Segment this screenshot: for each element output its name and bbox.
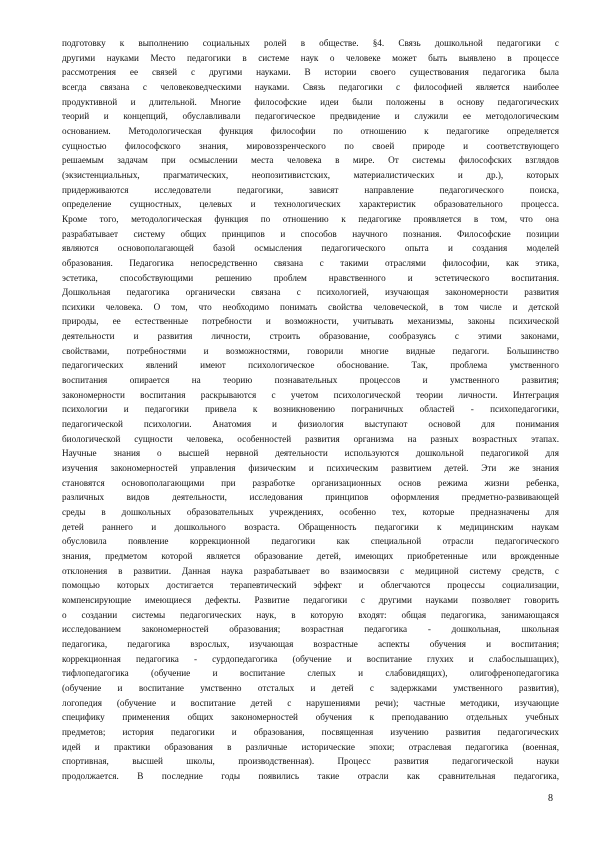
text-line: педагогической психологии. Анатомия и физиология выступают основой для понимания bbox=[62, 419, 559, 430]
text-line: среды в дошкольных образовательных учреждениях, особенно тех, которые предназначены для bbox=[62, 507, 559, 517]
text-line: определение сущностных, целевых и технологических характеристик образовательного процесса. bbox=[62, 199, 559, 210]
text-line: являются основополагающей базой осмысления педагогического опыта и создания моделей bbox=[62, 243, 559, 254]
text-line: специфику применения общих закономерностей обучения к преподаванию отдельных учебных bbox=[62, 712, 559, 723]
text-line: другими науками Место педагогики в системе наук о человеке может быть выявлено в процессе bbox=[62, 52, 559, 63]
text-line: Научные знания о высшей нервной деятельности используются дошкольной педагогикой для bbox=[62, 448, 559, 459]
text-line: отклонения в развитии. Данная наука разрабатывает во взаимосвязи с медициной систему средств, с bbox=[62, 565, 559, 576]
text-line: продуктивной и длительной. Многие философские идеи были положены в основу педагогических bbox=[62, 96, 559, 107]
page-number: 8 bbox=[548, 793, 553, 804]
text-line: свойствами, потребностями и возможностями, говорили многие видные педагоги. Большинство bbox=[62, 345, 559, 356]
text-line: всегда связана с человековедческими науками. Связь педагогики с философией является наиболее bbox=[62, 81, 559, 92]
text-line: воспитания опирается на теорию познавательных процессов и умственного развития; bbox=[62, 375, 559, 386]
text-line: закономерности воспитания раскрываются с учетом психологической теории личности. Интеграция bbox=[62, 389, 559, 400]
text-line: тифлопедагогика (обучение и воспитание слепых и слабовидящих), олигофренопедагогика bbox=[62, 668, 559, 679]
text-line: становятся основополагающими при разработке организационных основ режима жизни ребенка, bbox=[62, 477, 559, 488]
text-line: психики человека. О том, что необходимо понимать свойства человеческой, в том числе и детской bbox=[62, 301, 559, 312]
text-line: разрабатывает систему общих принципов и способов научного познания. Философские позиции bbox=[62, 228, 559, 239]
text-line: продолжается. В последние годы появились такие отрасли как сравнительная педагогика, bbox=[62, 770, 559, 781]
text-line: логопедия (обучение и воспитание детей с нарушениями речи); частные методики, изучающие bbox=[62, 697, 559, 708]
text-line: предметов; история педагогики и образования, посвященная изучению развития педагогических bbox=[62, 726, 559, 737]
text-line: обусловила появление коррекционной педагогики как специальной отрасли педагогического bbox=[62, 536, 559, 547]
text-line: придерживаются исследователи педагогики, зависят направление педагогического поиска, bbox=[62, 184, 559, 195]
text-line: образования. Педагогика непосредственно связана с такими отраслями философии, как этика, bbox=[62, 257, 559, 268]
text-line: спортивная, высшей школы, производственная). Процесс развития педагогической науки bbox=[62, 756, 559, 767]
text-line: сущностью философского знания, мировоззренческого по своей природе и соответствующего bbox=[62, 140, 559, 151]
text-line: о создании системы педагогических наук, в которую входят: общая педагогика, занимающаяся bbox=[62, 609, 559, 620]
text-line: исследованием закономерностей образования; возрастная педагогика - дошкольная, школьная bbox=[62, 624, 559, 635]
text-line: эстетика, способствующими решению проблем нравственного и эстетического воспитания. bbox=[62, 272, 559, 283]
text-line: рассмотрения ее связей с другими науками. В истории своего существования педагогика была bbox=[62, 67, 559, 78]
text-line: различных видов деятельности, исследования принципов оформления предметно-развивающей bbox=[62, 492, 559, 503]
text-line: компенсирующие имеющиеся дефекты. Развитие педагогики с другими науками позволяет говорить bbox=[62, 594, 559, 605]
text-line: (обучение и воспитание умственно отсталых и детей с задержками умственного развития), bbox=[62, 682, 559, 693]
text-line: Дошкольная педагогика органически связана с психологией, изучающая закономерности развития bbox=[62, 287, 559, 298]
text-line: психологии и педагогики привела к возникновению пограничных областей - психопедагогики, bbox=[62, 404, 559, 415]
text-line: детей раннего и дошкольного возраста. Обращенность педагогики к медицинским наукам bbox=[62, 521, 559, 532]
text-line: Кроме того, методологическая функция по отношению к педагогике проявляется в том, что она bbox=[62, 213, 559, 224]
text-line: знания, предметом которой является образование детей, имеющих приобретенные или врожденные bbox=[62, 550, 559, 561]
text-line: коррекционная педагогика - сурдопедагогика (обучение и воспитание глухих и слабослышащих), bbox=[62, 653, 559, 664]
text-line: решаемым задачам при осмыслении места человека в мире. От системы философских взглядов bbox=[62, 155, 559, 166]
text-line: теорий и концепций, обуславливали педагогическое предвидение и служили ее методологическим bbox=[62, 111, 559, 122]
text-line: педагогических явлений имеют психологическое обоснование. Так, проблема умственного bbox=[62, 360, 559, 371]
text-line: основанием. Методологическая функция философии по отношению к педагогике определяется bbox=[62, 125, 559, 136]
text-line: помощью которых достигается терапевтический эффект и облегчаются процессы социализации, bbox=[62, 580, 559, 591]
text-line: подготовку к выполнению социальных ролей в обществе. §4. Связь дошкольной педагогики с bbox=[62, 38, 559, 48]
text-line: идей и практики образования в различные исторические эпохи; отраслевая педагогика (военная, bbox=[62, 741, 559, 752]
text-line: природы, ее естественные потребности и возможности, учитывать механизмы, законы психической bbox=[62, 316, 559, 327]
text-line: (экзистенциальных, прагматических, неопозитивистских, материалистических и др.), которых bbox=[62, 169, 559, 180]
body-text bbox=[62, 36, 559, 783]
text-line: деятельности и развития личности, строить образование, сообразуясь с этими законами, bbox=[62, 331, 559, 342]
text-line: изучения закономерностей управления физическим и психическим развитием детей. Эти же знания bbox=[62, 463, 559, 474]
text-line: биологической сущности человека, особенностей развития организма на разных возрастных этапах. bbox=[62, 433, 559, 444]
text-line: педагогика, педагогика взрослых, изучающая возрастные аспекты обучения и воспитания; bbox=[62, 638, 559, 649]
